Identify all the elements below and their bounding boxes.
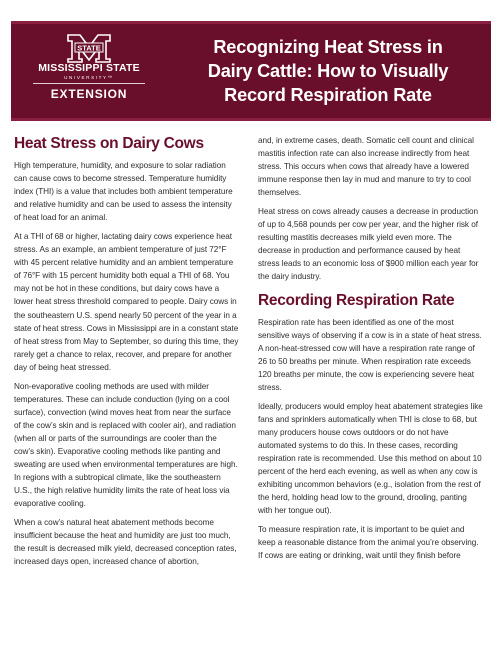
logo-university-sub: UNIVERSITY™ [64,75,114,80]
page-title: Recognizing Heat Stress in Dairy Cattle: How to Visually Record Respiration Rate [207,37,449,105]
section-heading-respiration-rate: Recording Respiration Rate [258,291,455,309]
msu-extension-logo [29,33,149,109]
left-column [14,134,239,568]
paragraph: Respiration rate has been identified as one of the most sensitive ways of observing if a cow is in a state of heat stress. A non-heat-stressed cow will have a respiration rate range of 26 to 50 breaths per minute. When respiration rate exceeds 120 breaths per minute, the cow is experiencing severe heat stress. [258,317,482,392]
paragraph: and, in extreme cases, death. Somatic cell count and clinical mastitis infection rate can also increase indirectly from heat stress. This occurs when cows that already have a lowered immune response then lay in mud and manure to try to cool themselves. [258,136,474,198]
paragraph: When a cow’s natural heat abatement methods become insufficient because the heat and humidity are just too much, the result is decreased milk yield, decreased conception rates, increased days open, increased chance of abortion, [14,518,237,567]
logo-extension: EXTENSION [50,87,128,101]
paragraph: Ideally, producers would employ heat abatement strategies like fans and sprinklers automatically when THI is close to 68, but many producers house cows outdoors or do not have automated systems to do this. In these cases, recording respiration rate is recommended. Use this method on about 10 percent of the herd each evening, as well as when any cow is exhibiting uncommon behaviors (e.g., isolation from the rest of the herd, holding head low to the ground, drooling, panting with her tongue out). [258,401,483,516]
paragraph: High temperature, humidity, and exposure to solar radiation can cause cows to become stressed. Temperature humidity index (THI) is a value that includes both ambient temperature and relative humidity and can be used to assess the intensity of heat load for an animal. [14,161,233,223]
right-column [258,134,483,562]
paragraph: Heat stress on cows already causes a decrease in production of up to 4,568 pounds per cow per year, and the higher risk of resulting mastitis decreases milk yield even more. The decrease in production and performance caused by heat stress leads to an economic loss of $900 million each year for the dairy industry. [258,207,479,282]
logo-university-name: MISSISSIPPI STATE [38,62,140,74]
section-heading-heat-stress: Heat Stress on Dairy Cows [14,135,204,152]
header-banner [11,21,491,121]
paragraph: Non-evaporative cooling methods are used with milder temperatures. These can include conduction (lying on a cool surface), convection (wind moves heat from near the surface of the cow’s skin and is replaced with cooler air), and radiation (when all or parts of the surroundings are cooler than the cow’s skin). Evaporative cooling methods like panting and sweating are used when environmental temperatures are high. In regions with a subtropical climate, like the southeastern U.S., the high relative humidity limits the rate of heat loss via evaporative cooling. [14,381,238,509]
paragraph: To measure respiration rate, it is important to be quiet and keep a reasonable distance from the animal you’re observing. If cows are eating or drinking, wait until they finish before [258,525,479,561]
paragraph: At a THI of 68 or higher, lactating dairy cows experience heat stress. As an example, an ambient temperature of just 72°F with 45 percent relative humidity and an ambient temperature of 76°F with 15 percent humidity both equal a THI of 68. You may not be hot in these conditions, but dairy cows have a lower heat stress threshold compared to people. Dairy cows in the southeastern U.S. spend nearly 50 percent of the year in a state of heat stress. Cows in Mississippi are in a constant state of heat stress from May to September, so during this time, they rarely get a chance to relax, recover, and prepare for another day of being heat stressed. [14,232,239,372]
msu-m-state-logo-icon [66,33,112,63]
logo-divider [33,83,145,84]
logo-mark-text: STATE [77,43,101,53]
